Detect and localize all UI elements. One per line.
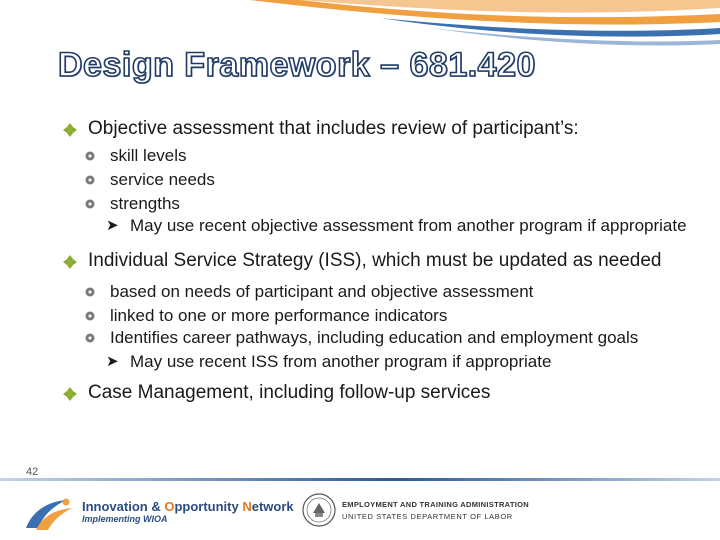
sub-bullet-text: service needs — [110, 170, 215, 189]
arrow-bullet-text: May use recent ISS from another program if appropriate — [130, 352, 552, 371]
bullet-item — [62, 250, 692, 272]
diamond-bullet-icon — [62, 254, 78, 270]
gear-bullet-icon — [84, 174, 96, 186]
sub-bullet-item — [62, 168, 692, 192]
sub-bullet-item — [62, 144, 692, 168]
bullet-text: Objective assessment that includes review of participant’s: — [88, 118, 579, 139]
diamond-bullet-icon — [62, 122, 78, 138]
arrow-bullet-item — [62, 216, 692, 236]
diamond-bullet-icon — [62, 386, 78, 402]
sub-bullet-text: Identifies career pathways, including education and employment goals — [110, 328, 639, 347]
gear-bullet-icon — [84, 310, 96, 322]
dol-line-2: UNITED STATES DEPARTMENT OF LABOR — [342, 512, 513, 521]
sub-bullet-text: linked to one or more performance indicators — [110, 306, 448, 325]
gear-bullet-icon — [84, 286, 96, 298]
sub-bullet-text: strengths — [110, 194, 180, 213]
footer-divider — [0, 478, 720, 481]
sub-bullet-text: based on needs of participant and objective assessment — [110, 282, 534, 301]
gear-bullet-icon — [84, 198, 96, 210]
arrow-bullet-text: May use recent objective assessment from another program if appropriate — [130, 216, 687, 235]
sub-bullet-item — [62, 192, 692, 216]
bullet-text: Individual Service Strategy (ISS), which must be updated as needed — [88, 250, 662, 271]
gear-bullet-icon — [84, 332, 96, 344]
slide-body — [62, 118, 692, 404]
bullet-text: Case Management, including follow-up services — [88, 382, 491, 403]
sub-bullet-item — [62, 280, 692, 304]
sub-bullet-item — [62, 328, 692, 348]
dol-seal-icon — [302, 493, 336, 527]
slide-title: Design Framework – 681.420 — [58, 46, 536, 84]
sub-bullet-item — [62, 304, 692, 328]
sub-bullet-text: skill levels — [110, 146, 187, 165]
ion-name: Innovation & Opportunity Network — [82, 499, 294, 514]
dol-line-1: EMPLOYMENT AND TRAINING ADMINISTRATION — [342, 500, 529, 509]
arrow-bullet-item — [62, 352, 692, 372]
gear-bullet-icon — [84, 150, 96, 162]
ion-logo-icon — [22, 494, 76, 534]
ion-tagline: Implementing WIOA — [82, 514, 168, 524]
arrow-bullet-icon: ➤ — [106, 217, 119, 234]
arrow-bullet-icon: ➤ — [106, 353, 119, 370]
bullet-item — [62, 118, 692, 140]
bullet-item — [62, 382, 692, 404]
page-number: 42 — [26, 466, 39, 478]
